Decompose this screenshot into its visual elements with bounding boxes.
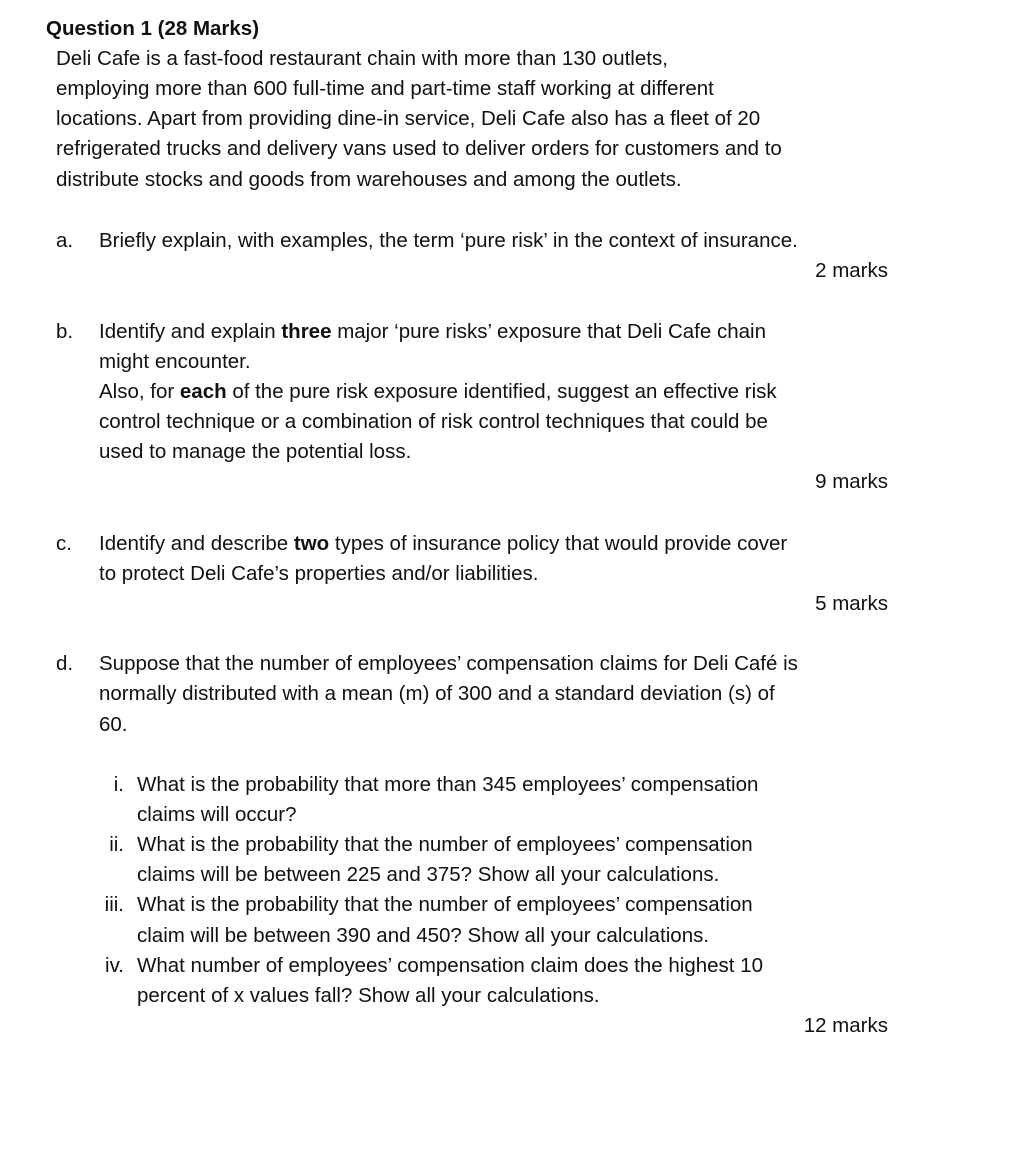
part-a-label: a.	[56, 229, 74, 252]
intro-line-4: refrigerated trucks and delivery vans used to deliver orders for customers and to	[56, 137, 782, 160]
part-c-line-1: Identify and describe two types of insurance policy that would provide cover	[99, 532, 788, 555]
part-d-label: d.	[56, 652, 74, 675]
part-d-line-1: Suppose that the number of employees’ compensation claims for Deli Café is	[99, 652, 798, 675]
sub-iii-line-1: What is the probability that the number of employees’ compensation	[137, 893, 753, 916]
part-b-line-3: Also, for each of the pure risk exposure identified, suggest an effective risk	[99, 380, 777, 403]
part-c-emphasis-two: two	[293, 532, 330, 555]
intro-line-1: Deli Cafe is a fast-food restaurant chain with more than 130 outlets,	[56, 47, 668, 70]
part-c-label: c.	[56, 532, 72, 555]
question-title: Question 1 (28 Marks)	[46, 17, 260, 40]
part-b-label: b.	[56, 320, 74, 343]
intro-line-2: employing more than 600 full-time and part-time staff working at different	[56, 77, 714, 100]
part-b-marks: 9 marks	[815, 470, 888, 493]
intro-line-5: distribute stocks and goods from warehouses and among the outlets.	[56, 168, 682, 191]
part-b-line-5: used to manage the potential loss.	[99, 440, 412, 463]
part-b-line-4: control technique or a combination of risk control techniques that could be	[99, 410, 768, 433]
sub-iv-label: iv.	[105, 954, 124, 977]
sub-iii-line-2: claim will be between 390 and 450? Show all your calculations.	[137, 924, 710, 947]
part-b-emphasis-each: each	[179, 380, 227, 403]
part-d-line-2: normally distributed with a mean (m) of 300 and a standard deviation (s) of	[99, 682, 775, 705]
sub-ii-line-2: claims will be between 225 and 375? Show all your calculations.	[137, 863, 720, 886]
sub-i-line-1: What is the probability that more than 345 employees’ compensation	[137, 773, 759, 796]
sub-i-label: i.	[113, 773, 124, 796]
sub-iii-label: iii.	[104, 893, 124, 916]
part-a-marks: 2 marks	[815, 259, 888, 282]
part-b-line-2: might encounter.	[99, 350, 251, 373]
sub-ii-label: ii.	[109, 833, 124, 856]
sub-iv-line-2: percent of x values fall? Show all your calculations.	[137, 984, 600, 1007]
part-b-emphasis-three: three	[281, 320, 332, 343]
part-c-line-2: to protect Deli Cafe’s properties and/or liabilities.	[99, 562, 539, 585]
part-d-line-3: 60.	[99, 713, 128, 736]
sub-iv-line-1: What number of employees’ compensation claim does the highest 10	[137, 954, 763, 977]
sub-ii-line-1: What is the probability that the number of employees’ compensation	[137, 833, 753, 856]
part-a-text: Briefly explain, with examples, the term ‘pure risk’ in the context of insurance.	[99, 229, 798, 252]
sub-i-line-2: claims will occur?	[137, 803, 297, 826]
part-c-marks: 5 marks	[815, 592, 888, 615]
intro-line-3: locations. Apart from providing dine-in service, Deli Cafe also has a fleet of 20	[56, 107, 761, 130]
part-d-marks: 12 marks	[803, 1014, 888, 1037]
part-b-line-1: Identify and explain three major ‘pure risks’ exposure that Deli Cafe chain	[99, 320, 766, 343]
